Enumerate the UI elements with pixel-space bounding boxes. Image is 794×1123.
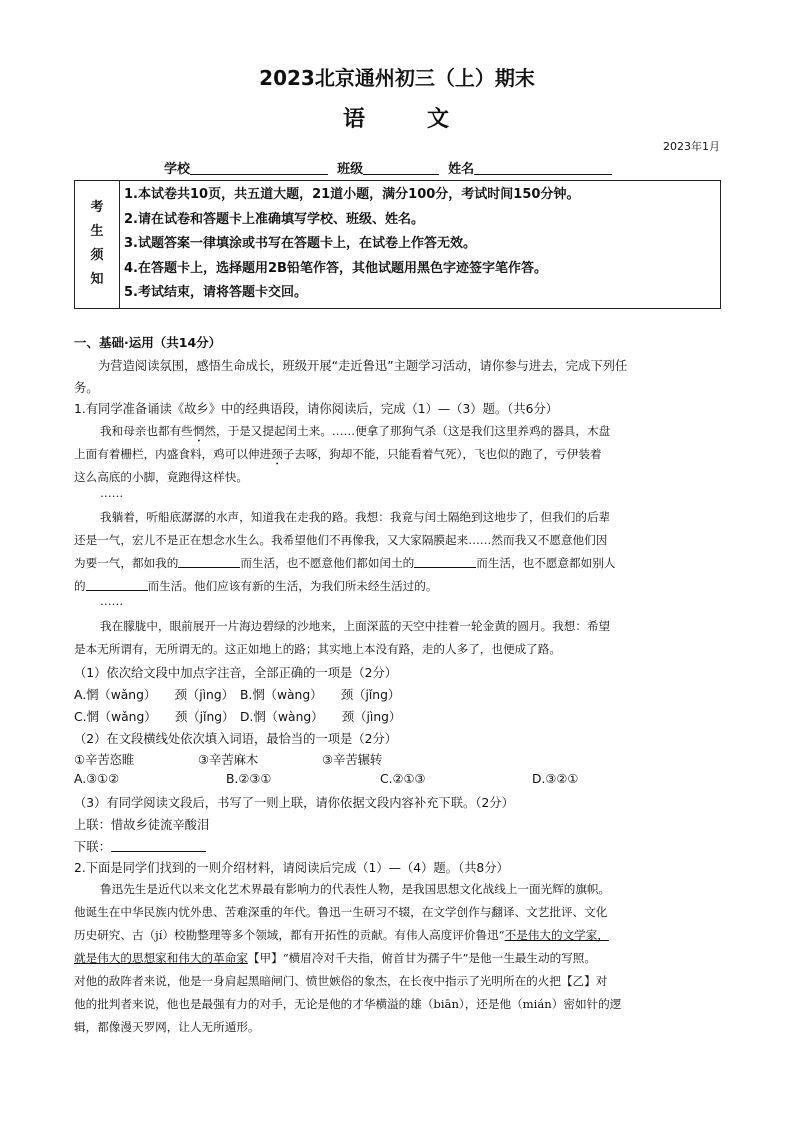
notice-item: 5.考试结束，请将答题卡交回。 xyxy=(124,285,307,301)
notice-table xyxy=(74,180,721,309)
section-intro: 务。 xyxy=(74,381,99,395)
notice-item: 1.本试卷共10页，共五道大题，21道小题，满分100分，考试时间150分钟。 xyxy=(124,187,580,202)
passage-line: 辑，都像漫天罗网，让人无所遁形。 xyxy=(74,1020,260,1034)
name-label: 姓名 xyxy=(448,162,475,177)
sub-question: （2）在文段横线处依次填入词语，最恰当的一项是（2分） xyxy=(74,732,398,746)
school-field[interactable] xyxy=(190,160,328,175)
subject-char: 语 xyxy=(342,107,367,132)
option-c[interactable]: C.惘（wǎng） 颈（jǐng） xyxy=(74,710,235,724)
question-stem: 2.下面是同学们找到的一则介绍材料，请阅读后完成（1）—（4）题。（共8分） xyxy=(74,861,509,875)
passage-line: 上面有着栅栏，内盛食料，鸡可以伸进颈子去啄，狗却不能，只能看着气死），飞也似的跑了，亏伊装着 xyxy=(74,447,602,461)
notice-item: 2.请在试卷和答题卡上准确填写学校、班级、姓名。 xyxy=(124,211,424,227)
class-label: 班级 xyxy=(337,162,364,177)
passage-line: 我和母亲也都有些惘然，于是又提起闰土来。……便拿了那狗气杀（这是我们这里养鸡的器具，木盘 xyxy=(100,424,611,438)
class-field[interactable] xyxy=(363,160,439,175)
sub-question: （3）有同学阅读文段后，书写了一则上联，请你依据文段内容补充下联。（2分） xyxy=(74,796,514,810)
notice-item: 3.试题答案一律填涂或书写在答题卡上，在试卷上作答无效。 xyxy=(124,236,476,252)
passage-line: 他的批判者来说，他也是最强有力的对手，无论是他的才华横溢的雄（biān），还是他（mián）密如针的逻 xyxy=(74,997,622,1011)
passage-line: 是本无所谓有，无所谓无的。这正如地上的路；其实地上本没有路，走的人多了，也便成了路。 xyxy=(74,642,561,656)
couplet-upper: 上联：惜故乡徒流辛酸泪 xyxy=(74,818,210,832)
passage-line: 这么高底的小脚，竟跑得这样快。 xyxy=(74,470,248,484)
section-intro: 为营造阅读氛围，感悟生命成长，班级开展“走近鲁迅”主题学习活动，请你参与进去，完成下列任 xyxy=(98,359,628,373)
passage-line: 为要一气，都如我的 而生活，也不愿意他们都如闰土的 而生活，也不愿意都如别人 xyxy=(74,556,616,570)
option-b[interactable]: B.惘（wàng） 颈（jǐng） xyxy=(240,688,401,702)
option-d[interactable]: D.惘（wàng） 颈（jìng） xyxy=(240,710,402,724)
option-a[interactable]: A.惘（wǎng） 颈（jìng） xyxy=(74,688,234,702)
couplet-lower: 下联： xyxy=(74,837,206,855)
option-b[interactable]: B.②③① xyxy=(226,772,272,786)
section-heading: 一、基础·运用（共14分） xyxy=(74,335,222,350)
page-title: 2023北京通州初三（上）期末 xyxy=(259,66,535,90)
notice-side-label: 考 生 须 知 xyxy=(75,181,120,309)
option-c[interactable]: C.②①③ xyxy=(380,772,426,786)
option-d[interactable]: D.③②① xyxy=(532,772,579,786)
couplet-answer-line[interactable] xyxy=(111,839,206,852)
ellipsis: …… xyxy=(100,594,124,608)
notice-item: 4.在答题卡上，选择题用2B铅笔作答，其他试题用黑色字迹签字笔作答。 xyxy=(124,260,547,276)
passage-line: 就是伟大的思想家和伟大的革命家【甲】“横眉冷对千夫指，俯首甘为孺子牛”是他一生最生动的写照。 xyxy=(74,951,596,965)
fill-blank[interactable] xyxy=(86,578,148,591)
passage-line: 他诞生在中华民族内忧外患、苦难深重的年代。鲁迅一生研习不辍，在文学创作与翻译、文艺批评、文化 xyxy=(74,905,608,919)
passage-line: 历史研究、古（jí）校勘整理等多个领域，都有开拓性的贡献。有伟人高度评价鲁迅“不是伟大的文学家， xyxy=(74,928,609,942)
fill-blank[interactable] xyxy=(414,555,476,568)
passage-line: 对他的敌阵者来说，他是一身肩起黑暗闸门、愤世嫉俗的象杰，在长夜中指示了光明所在的火把【乙】对 xyxy=(74,974,608,988)
exam-date: 2023年1月 xyxy=(663,140,720,153)
passage-line: 鲁迅先生是近代以来文化艺术界最有影响力的代表性人物，是我国思想文化战线上一面光辉的旗帜。 xyxy=(100,882,611,896)
notice-items xyxy=(120,181,721,309)
school-label: 学校 xyxy=(164,162,191,177)
fill-blank[interactable] xyxy=(178,555,240,568)
passage-line: 的 而生活。他们应该有新的生活，为我们所未经生活过的。 xyxy=(74,579,438,593)
subject-char: 文 xyxy=(427,107,452,132)
passage-line: 我躺着，听船底潺潺的水声，知道我在走我的路。我想：我竟与闰土隔绝到这地步了，但我们的后辈 xyxy=(100,510,611,524)
option-a[interactable]: A.③①② xyxy=(74,772,120,786)
ellipsis: …… xyxy=(100,486,124,500)
student-info-row xyxy=(164,158,612,177)
word-choice: ③辛苦麻木 xyxy=(198,753,259,767)
name-field[interactable] xyxy=(474,160,612,175)
sub-question: （1）依次给文段中加点字注音，全部正确的一项是（2分） xyxy=(74,666,398,680)
passage-line: 我在朦胧中，眼前展开一片海边碧绿的沙地来，上面深蓝的天空中挂着一轮金黄的圆月。我想：希望 xyxy=(100,619,611,633)
subject-title xyxy=(0,102,794,133)
word-choice: ③辛苦辗转 xyxy=(322,753,383,767)
question-stem: 1.有同学准备诵读《故乡》中的经典语段，请你阅读后，完成（1）—（3）题。（共6分） xyxy=(74,402,559,416)
word-choice: ①辛苦恣睢 xyxy=(74,753,135,767)
passage-line: 还是一气，宏儿不是正在想念水生么。我希望他们不再像我，又大家隔膜起来……然而我又不愿意他们因 xyxy=(74,533,608,547)
